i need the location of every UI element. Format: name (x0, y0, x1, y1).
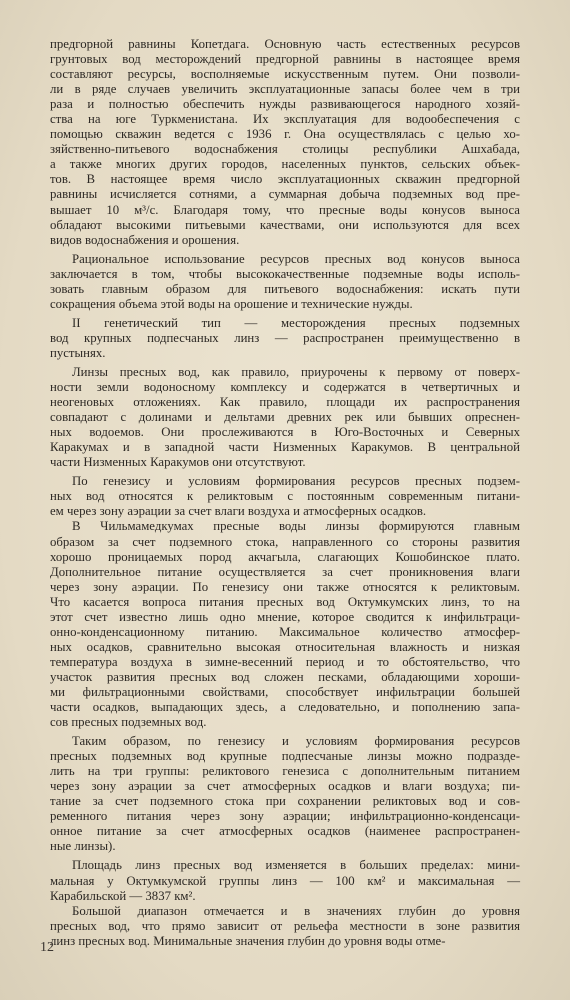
text-line: Что касается вопроса питания пресных вод Октумкумских линз, то на (50, 594, 520, 609)
text-line: предгорной равнины Копетдага. Основную часть естественных ресурсов (50, 37, 520, 51)
text-line: вод крупных подпесчаных линз — распространен преимущественно в (50, 330, 520, 345)
paragraph (50, 37, 520, 248)
paragraph (50, 316, 520, 361)
paragraph (50, 858, 520, 948)
page-number: 12 (40, 940, 54, 955)
text-line: мальная у Октумкумской группы линз — 100 км² и максимальная — (50, 873, 520, 888)
text-line: раза и полностью обеспечить нужды развивающегося народного хозяй- (50, 97, 520, 112)
text-line: сокращения объема этой воды на орошение и технические нужды. (50, 296, 413, 311)
text-line: ности земли водоносному комплексу и содержатся в четвертичных и (50, 380, 520, 395)
text-line: температура воздуха в зимне-весенний период и то обстоятельство, что (50, 654, 520, 669)
text-line: Дополнительное питание осуществляется за счет проникновения влаги (50, 564, 520, 579)
text-line: Площадь линз пресных вод изменяется в больших пределах: мини- (72, 858, 520, 873)
text-line: зовать главным образом для питьевого водоснабжения: искать пути (50, 281, 520, 296)
text-line: ми фильтрационными свойствами, способствует инфильтрации большей (50, 684, 520, 699)
text-line: видов водоснабжения и орошения. (50, 232, 240, 247)
text-line: вышает 10 м³/с. Благодаря тому, что пресные воды конусов выноса (50, 202, 520, 217)
text-line: пустынях. (50, 345, 106, 360)
text-line: ли в ряде случаев увеличить эксплуатационные запасы более чем в три (50, 82, 520, 97)
paragraph (50, 365, 520, 470)
text-line: а также многих других городов, населенных пунктов, сельских объек- (50, 157, 520, 172)
text-line: Таким образом, по генезису и условиям формирования ресурсов (72, 734, 520, 749)
text-line: линз пресных вод. Минимальные значения глубин до уровня воды отме- (50, 933, 446, 948)
text-line: тание за счет подземного стока при сохранении реликтовых вод и сов- (50, 794, 520, 809)
paragraph (50, 734, 520, 854)
text-line: ременного питания через зону аэрации; инфильтрационно-конденсаци- (50, 809, 520, 824)
text-line: В Чильмамедкумах пресные воды линзы формируются главным (72, 519, 520, 534)
text-line: обладают высокими питьевыми качествами, они используются для всех (50, 217, 520, 232)
text-line: неогеновых отложениях. Как правило, площади их распространения (50, 395, 520, 410)
text-line: грунтовых вод месторождений предгорной равнины в настоящее время (50, 52, 520, 67)
text-line: через зону аэрации. По генезису они также относятся к реликтовым. (50, 579, 520, 594)
text-line: зяйственно-питьевого водоснабжения столицы республики Ашхабада, (50, 142, 520, 157)
text-line: совпадают с долинами и дельтами древних рек или бывших опреснен- (50, 410, 520, 425)
text-line: заключается в том, чтобы высококачественные подземные воды исполь- (50, 266, 520, 281)
text-line: ных вод относятся к реликтовым с постоянным современным питани- (50, 489, 520, 504)
text-line: ных осадков, сравнительно высокая относительная влажность и низкая (50, 639, 520, 654)
text-line: ства на юге Туркменистана. Их эксплуатация для водообеспечения с (50, 112, 520, 127)
text-line: онное питание за счет атмосферных осадков (наименее распространен- (50, 824, 520, 839)
paragraph (50, 474, 520, 730)
text-line: Рациональное использование ресурсов пресных вод конусов выноса (72, 251, 520, 266)
text-line: Линзы пресных вод, как правило, приурочены к первому от поверх- (72, 364, 520, 379)
text-line: этот счет известно лишь одно мнение, которое сводится к инфильтраци- (50, 609, 520, 624)
text-line: образом за счет подземного стока, направленного со стороны развития (50, 534, 520, 549)
text-line: Карабильской — 3837 км². (50, 888, 196, 903)
text-line: участок развития пресных вод сложен песками, обладающими хороши- (50, 669, 520, 684)
text-line: Каракумах и в западной части Низменных Каракумов. В центральной (50, 440, 520, 455)
text-line: части осадков, выпадающих здесь, а следовательно, и пополнению запа- (50, 700, 520, 715)
text-line: лить на три группы: реликтового генезиса с дополнительным питанием (50, 764, 520, 779)
text-line: Большой диапазон отмечается и в значениях глубин до уровня (72, 903, 520, 918)
text-line: ные линзы). (50, 839, 116, 854)
text-line: ных водоемов. Они прослеживаются в Юго-Восточных и Северных (50, 425, 520, 440)
text-line: помощью скважин ведется с 1936 г. Она осуществлялась с целью хо- (50, 127, 520, 142)
text-line: онно-конденсационному питанию. Максимальное количество атмосфер- (50, 624, 520, 639)
text-line: составляют ресурсы, восполняемые искусственным путем. Они позволи- (50, 67, 520, 82)
text-line: сов пресных подземных вод. (50, 715, 207, 730)
text-line: тов. В настоящее время число эксплуатационных скважин предгорной (50, 172, 520, 187)
paragraph (50, 252, 520, 312)
text-line: ем через зону аэрации за счет влаги воздуха и атмосферных осадков. (50, 504, 427, 519)
text-line: пресных вод, что прямо зависит от рельефа местности в зоне развития (50, 918, 520, 933)
body-text (50, 37, 520, 953)
text-line: через зону аэрации за счет атмосферных осадков и влаги воздуха; пи- (50, 779, 520, 794)
text-line: хорошо проницаемых пород акчагыла, слагающих Кошобинское плато. (50, 549, 520, 564)
text-line: II генетический тип — месторождения пресных подземных (72, 315, 520, 330)
text-line: пресных подземных вод крупные подпесчаные линзы можно подразде- (50, 749, 520, 764)
text-line: равнины исчисляется сотнями, а суммарная добыча подземных вод пре- (50, 187, 520, 202)
text-line: По генезису и условиям формирования ресурсов пресных подзем- (72, 474, 520, 489)
text-line: части Низменных Каракумов они отсутствуют. (50, 455, 306, 470)
